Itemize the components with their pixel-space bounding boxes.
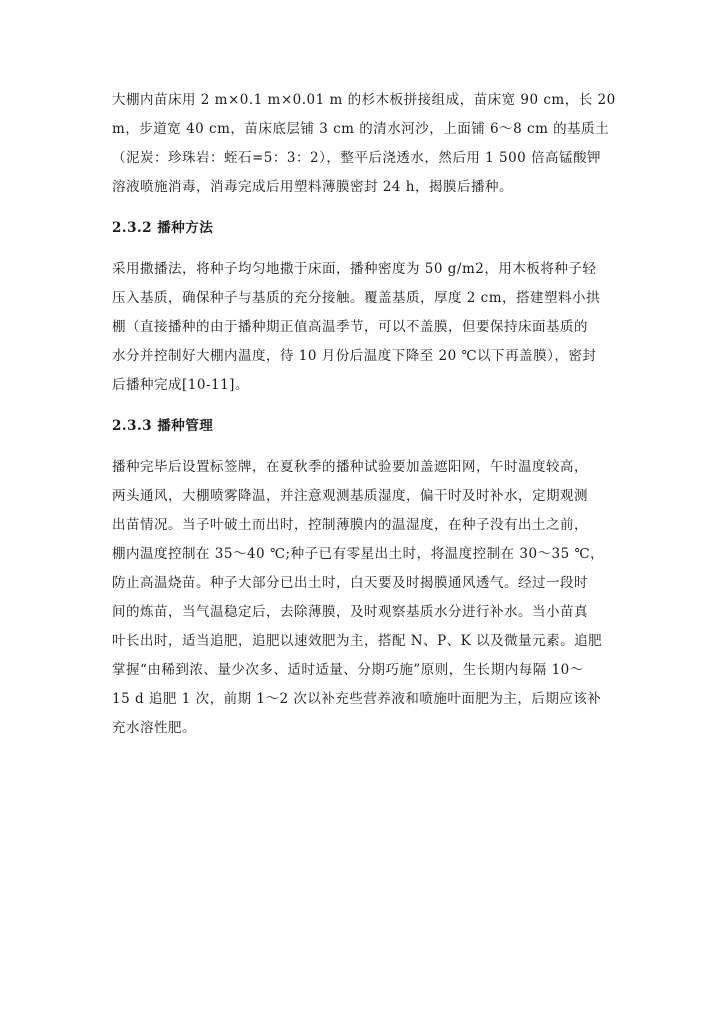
text-line: 防止高温烧苗。种子大部分已出土时，白天要及时揭膜通风透气。经过一段时 [112, 575, 588, 591]
section-heading-sowing-management: 2.3.3 播种管理 [112, 418, 214, 434]
text-line: 采用撒播法，将种子均匀地撒于床面，播种密度为 50 g/m2，用木板将种子轻 [112, 261, 597, 277]
paragraph-sowing-management [112, 453, 612, 743]
text-line: 15 d 追肥 1 次，前期 1～2 次以补充些营养液和喷施叶面肥为主，后期应该补 [112, 691, 602, 707]
text-line: 水分并控制好大棚内温度，待 10 月份后温度下降至 20 ℃以下再盖膜），密封 [112, 348, 597, 364]
text-line: 大棚内苗床用 2 m×0.1 m×0.01 m 的杉木板拼接组成，苗床宽 90 cm，长 20 [112, 92, 616, 108]
text-line: 叶长出时，适当追肥，追肥以速效肥为主，搭配 N、P、K 以及微量元素。追肥 [112, 633, 603, 649]
document-body [112, 86, 616, 743]
text-line: 压入基质，确保种子与基质的充分接触。覆盖基质，厚度 2 cm，搭建塑料小拱 [112, 290, 601, 306]
text-line: 棚（直接播种的由于播种期正值高温季节，可以不盖膜，但要保持床面基质的 [112, 319, 588, 335]
text-line: 两头通风，大棚喷雾降温，并注意观测基质湿度，偏干时及时补水，定期观测 [112, 488, 588, 504]
text-line: 出苗情况。当子叶破土而出时，控制薄膜内的温湿度，在种子没有出土之前， [112, 517, 588, 533]
text-line: 棚内温度控制在 35～40 ℃;种子已有零星出土时，将温度控制在 30～35 ℃， [112, 546, 605, 562]
text-line: 掌握“由稀到浓、量少次多、适时适量、分期巧施”原则，生长期内每隔 10～ [112, 662, 584, 678]
text-line: 充水溶性肥。 [112, 720, 196, 736]
text-line: 间的炼苗，当气温稳定后，去除薄膜，及时观察基质水分进行补水。当小苗真 [112, 604, 588, 620]
text-line: 播种完毕后设置标签牌，在夏秋季的播种试验要加盖遮阳网，午时温度较高， [112, 459, 588, 475]
text-line: （泥炭：珍珠岩：蛭石=5：3：2），整平后浇透水，然后用 1 500 倍高锰酸钾 [112, 150, 602, 166]
paragraph-seedbed-setup [112, 86, 616, 202]
section-heading-sowing-method: 2.3.2 播种方法 [112, 220, 214, 236]
text-line: 溶液喷施消毒，消毒完成后用塑料薄膜密封 24 h，揭膜后播种。 [112, 179, 513, 195]
paragraph-sowing-method [112, 255, 612, 400]
text-line: m，步道宽 40 cm，苗床底层铺 3 cm 的清水河沙，上面铺 6～8 cm 的基质土 [112, 121, 610, 137]
text-line: 后播种完成[10-11]。 [112, 377, 249, 393]
